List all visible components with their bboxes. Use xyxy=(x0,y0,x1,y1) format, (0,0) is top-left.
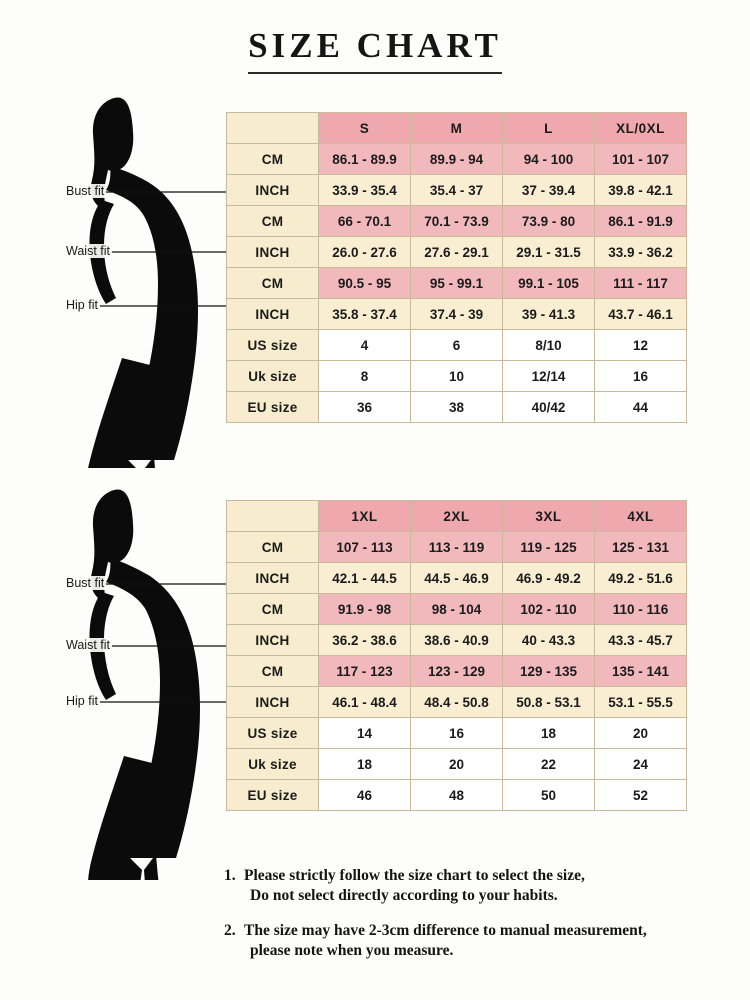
bust-fit-label-top: Bust fit xyxy=(66,184,105,198)
table-row xyxy=(227,175,687,206)
cell-hip-inch-4xl: 53.1 - 55.5 xyxy=(595,687,687,718)
cell-waist-cm-4xl: 110 - 116 xyxy=(595,594,687,625)
cell-us-2xl: 16 xyxy=(411,718,503,749)
cell-eu-m: 38 xyxy=(411,392,503,423)
cell-hip-inch-xl: 43.7 - 46.1 xyxy=(595,299,687,330)
row-label-eu-size: EU size xyxy=(227,392,319,423)
cell-waist-cm-m: 70.1 - 73.9 xyxy=(411,206,503,237)
row-label-bust-cm: CM xyxy=(227,532,319,563)
row-label-hip-inch: INCH xyxy=(227,687,319,718)
size-header-2xl: 2XL xyxy=(411,501,503,532)
cell-waist-cm-1xl: 91.9 - 98 xyxy=(319,594,411,625)
cell-hip-inch-m: 37.4 - 39 xyxy=(411,299,503,330)
cell-hip-cm-1xl: 117 - 123 xyxy=(319,656,411,687)
bust-fit-label-bottom: Bust fit xyxy=(66,576,105,590)
row-label-hip-inch: INCH xyxy=(227,299,319,330)
cell-bust-inch-s: 33.9 - 35.4 xyxy=(319,175,411,206)
cell-us-xl: 12 xyxy=(595,330,687,361)
female-silhouette-figure-top xyxy=(62,88,242,473)
table-corner-cell xyxy=(227,501,319,532)
row-label-eu-size: EU size xyxy=(227,780,319,811)
cell-hip-cm-s: 90.5 - 95 xyxy=(319,268,411,299)
cell-waist-inch-4xl: 43.3 - 45.7 xyxy=(595,625,687,656)
cell-hip-inch-3xl: 50.8 - 53.1 xyxy=(503,687,595,718)
cell-eu-l: 40/42 xyxy=(503,392,595,423)
table-row xyxy=(227,563,687,594)
cell-eu-3xl: 50 xyxy=(503,780,595,811)
row-label-waist-inch: INCH xyxy=(227,625,319,656)
cell-waist-cm-l: 73.9 - 80 xyxy=(503,206,595,237)
size-header-xl: XL/0XL xyxy=(595,113,687,144)
note-line-1: Please strictly follow the size chart to select the size, xyxy=(244,867,585,884)
cell-waist-cm-xl: 86.1 - 91.9 xyxy=(595,206,687,237)
note-number: 1. xyxy=(224,867,236,884)
cell-bust-inch-4xl: 49.2 - 51.6 xyxy=(595,563,687,594)
size-table-plus xyxy=(226,500,687,811)
cell-us-1xl: 14 xyxy=(319,718,411,749)
cell-waist-cm-s: 66 - 70.1 xyxy=(319,206,411,237)
cell-hip-inch-1xl: 46.1 - 48.4 xyxy=(319,687,411,718)
table-row xyxy=(227,780,687,811)
cell-waist-cm-2xl: 98 - 104 xyxy=(411,594,503,625)
cell-us-4xl: 20 xyxy=(595,718,687,749)
size-header-l: L xyxy=(503,113,595,144)
cell-eu-2xl: 48 xyxy=(411,780,503,811)
table-header-row xyxy=(227,113,687,144)
table-row xyxy=(227,268,687,299)
cell-hip-inch-l: 39 - 41.3 xyxy=(503,299,595,330)
cell-bust-inch-l: 37 - 39.4 xyxy=(503,175,595,206)
cell-waist-inch-s: 26.0 - 27.6 xyxy=(319,237,411,268)
cell-waist-inch-2xl: 38.6 - 40.9 xyxy=(411,625,503,656)
cell-hip-cm-xl: 111 - 117 xyxy=(595,268,687,299)
notes-section xyxy=(224,866,734,976)
row-label-uk-size: Uk size xyxy=(227,749,319,780)
cell-hip-inch-s: 35.8 - 37.4 xyxy=(319,299,411,330)
cell-hip-cm-3xl: 129 - 135 xyxy=(503,656,595,687)
page-title-wrap xyxy=(0,26,750,74)
note-number: 2. xyxy=(224,921,236,939)
table-header-row xyxy=(227,501,687,532)
cell-waist-inch-xl: 33.9 - 36.2 xyxy=(595,237,687,268)
table-row xyxy=(227,392,687,423)
note-line-2: please note when you measure. xyxy=(250,942,454,960)
cell-bust-cm-l: 94 - 100 xyxy=(503,144,595,175)
note-item xyxy=(224,921,734,962)
table-row xyxy=(227,749,687,780)
table-row xyxy=(227,532,687,563)
cell-eu-1xl: 46 xyxy=(319,780,411,811)
table-row xyxy=(227,299,687,330)
cell-bust-cm-xl: 101 - 107 xyxy=(595,144,687,175)
cell-uk-s: 8 xyxy=(319,361,411,392)
cell-waist-cm-3xl: 102 - 110 xyxy=(503,594,595,625)
row-label-hip-cm: CM xyxy=(227,656,319,687)
row-label-us-size: US size xyxy=(227,330,319,361)
row-label-bust-cm: CM xyxy=(227,144,319,175)
row-label-waist-cm: CM xyxy=(227,594,319,625)
size-header-m: M xyxy=(411,113,503,144)
cell-uk-2xl: 20 xyxy=(411,749,503,780)
note-item xyxy=(224,866,734,907)
table-row xyxy=(227,594,687,625)
note-text xyxy=(244,866,734,907)
cell-us-l: 8/10 xyxy=(503,330,595,361)
table-row xyxy=(227,718,687,749)
cell-us-3xl: 18 xyxy=(503,718,595,749)
size-header-s: S xyxy=(319,113,411,144)
cell-uk-m: 10 xyxy=(411,361,503,392)
row-label-waist-inch: INCH xyxy=(227,237,319,268)
cell-bust-inch-xl: 39.8 - 42.1 xyxy=(595,175,687,206)
cell-bust-cm-m: 89.9 - 94 xyxy=(411,144,503,175)
female-silhouette-figure-bottom xyxy=(62,480,242,885)
waist-fit-label-bottom: Waist fit xyxy=(66,638,110,652)
size-header-3xl: 3XL xyxy=(503,501,595,532)
hip-fit-label-top: Hip fit xyxy=(66,298,98,312)
table-row xyxy=(227,237,687,268)
cell-hip-cm-m: 95 - 99.1 xyxy=(411,268,503,299)
cell-bust-cm-2xl: 113 - 119 xyxy=(411,532,503,563)
cell-us-s: 4 xyxy=(319,330,411,361)
measurement-lines-top xyxy=(62,88,242,468)
table-row xyxy=(227,687,687,718)
cell-hip-cm-2xl: 123 - 129 xyxy=(411,656,503,687)
cell-hip-cm-l: 99.1 - 105 xyxy=(503,268,595,299)
measurement-lines-bottom xyxy=(62,480,242,880)
table-row xyxy=(227,144,687,175)
cell-bust-inch-1xl: 42.1 - 44.5 xyxy=(319,563,411,594)
table-row xyxy=(227,656,687,687)
cell-waist-inch-1xl: 36.2 - 38.6 xyxy=(319,625,411,656)
cell-bust-cm-s: 86.1 - 89.9 xyxy=(319,144,411,175)
cell-eu-4xl: 52 xyxy=(595,780,687,811)
row-label-bust-inch: INCH xyxy=(227,175,319,206)
row-label-bust-inch: INCH xyxy=(227,563,319,594)
cell-bust-cm-1xl: 107 - 113 xyxy=(319,532,411,563)
cell-waist-inch-l: 29.1 - 31.5 xyxy=(503,237,595,268)
cell-uk-1xl: 18 xyxy=(319,749,411,780)
note-line-2: Do not select directly according to your habits. xyxy=(250,887,558,905)
size-header-1xl: 1XL xyxy=(319,501,411,532)
cell-eu-s: 36 xyxy=(319,392,411,423)
note-text xyxy=(244,921,734,962)
cell-uk-4xl: 24 xyxy=(595,749,687,780)
table-row xyxy=(227,206,687,237)
cell-uk-3xl: 22 xyxy=(503,749,595,780)
row-label-waist-cm: CM xyxy=(227,206,319,237)
cell-bust-inch-3xl: 46.9 - 49.2 xyxy=(503,563,595,594)
table-row xyxy=(227,330,687,361)
row-label-us-size: US size xyxy=(227,718,319,749)
waist-fit-label-top: Waist fit xyxy=(66,244,110,258)
cell-waist-inch-m: 27.6 - 29.1 xyxy=(411,237,503,268)
page-title: SIZE CHART xyxy=(248,26,502,74)
cell-bust-inch-m: 35.4 - 37 xyxy=(411,175,503,206)
note-line-1: The size may have 2-3cm difference to manual measurement, xyxy=(244,921,647,939)
cell-bust-inch-2xl: 44.5 - 46.9 xyxy=(411,563,503,594)
table-row xyxy=(227,625,687,656)
row-label-hip-cm: CM xyxy=(227,268,319,299)
cell-waist-inch-3xl: 40 - 43.3 xyxy=(503,625,595,656)
cell-us-m: 6 xyxy=(411,330,503,361)
cell-uk-l: 12/14 xyxy=(503,361,595,392)
size-table-standard xyxy=(226,112,687,423)
cell-hip-inch-2xl: 48.4 - 50.8 xyxy=(411,687,503,718)
cell-hip-cm-4xl: 135 - 141 xyxy=(595,656,687,687)
cell-eu-xl: 44 xyxy=(595,392,687,423)
hip-fit-label-bottom: Hip fit xyxy=(66,694,98,708)
row-label-uk-size: Uk size xyxy=(227,361,319,392)
size-header-4xl: 4XL xyxy=(595,501,687,532)
table-row xyxy=(227,361,687,392)
cell-bust-cm-4xl: 125 - 131 xyxy=(595,532,687,563)
cell-bust-cm-3xl: 119 - 125 xyxy=(503,532,595,563)
table-corner-cell xyxy=(227,113,319,144)
cell-uk-xl: 16 xyxy=(595,361,687,392)
